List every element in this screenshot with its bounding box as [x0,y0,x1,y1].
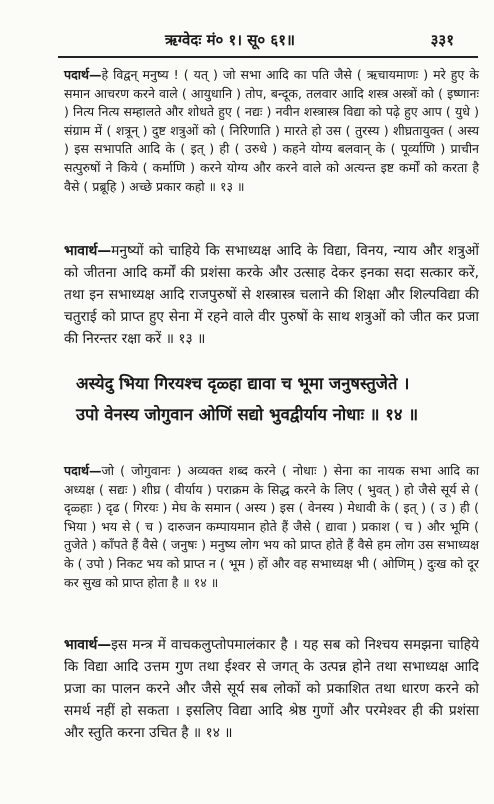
running-title: ऋग्वेदः मं० १। सू० ६१॥ [165,31,296,49]
paragraph-text: हे विद्वन् मनुष्य ! ( यत् ) जो सभा आदि का पति जैसे ( ऋचायमाणः ) मरे हुए के समान आचरण करने वाले ( आयुधानि ) तोप, बन्दूक, तलवार आदि शस्त्र अस्त्रों को ( इष्णानः ) नित्य नित्य सम्हालते और शोधते हुए ( नद्यः ) नवीन शस्त्रास्त्र विद्या को पढ़े हुए आप ( युधे ) संग्राम में ( शत्रून् ) दुष्ट शत्रुओं को ( निरिणाति ) मारते हो उस ( तुरस्य ) शीघ्रतायुक्त ( अस्य ) इस सभापति आदि के ( इत् ) ही ( उरुधे ) कहने योग्य बलवान् के ( पूर्व्याणि ) प्राचीन सत्पुरुषों ने किये ( कर्माणि ) करने योग्य और करने वाले को अत्यन्त इष्ट कर्मों को करता है वैसे ( प्रब्रूहि ) अच्छे प्रकार कहो ॥ १३ ॥ [64,67,479,194]
mantra-line-1: अस्येदु भिया गिरयश्च दृळ्हा द्यावा च भूमा जनुषस्तुजेते । [76,374,410,393]
paragraph-text: मनुष्यों को चाहिये कि सभाध्यक्ष आदि के विद्या, विनय, न्याय और शत्रुओं को जीतना आदि कर्मों की प्रशंसा करके और उत्साह देकर इनका सदा सत्कार करें, तथा इन सभाध्यक्ष आदि राजपुरुषों से शस्त्रास्त्र चलाने की शिक्षा और शिल्पविद्या की चतुराई को प्राप्त हुए सेना में रहने वाले वीर पुरुषों के साथ शत्रुओं को जीत कर प्रजा की निरन्तर रक्षा करें ॥ १३ ॥ [64,243,479,347]
paragraph-text: जो ( जोगुवानः ) अव्यक्त शब्द करने ( नोधाः ) सेना का नायक सभा आदि का अध्यक्ष ( सद्यः ) शीघ्र ( वीर्याय ) पराक्रम के सिद्ध करने के लिए ( भुवत् ) हो जैसे सूर्य से ( दृळ्हाः ) दृढ ( गिरयः ) मेघ के समान ( अस्य ) इस ( वेनस्य ) मेधावी के ( इत् ) ( उ ) ही ( भिया ) भय से ( च ) दारुजन कम्पायमान होते हैं जैसे ( द्यावा ) प्रकाश ( च ) और भूमि ( तुजेते ) काँपते हैं वैसे ( जनुषः ) मनुष्य लोग भय को प्राप्त होते हैं वैसे हम लोग उस सभाध्यक्ष के ( उपो ) निकट भय को प्राप्त न ( भूम ) हों और वह सभाध्यक्ष भी ( ओणिम् ) दुःख को दूर कर सुख को प्राप्त होता है ॥ १४ ॥ [64,463,479,590]
bhavartha-paragraph-14 [64,634,479,744]
mantra-verse [76,368,481,430]
paragraph-lead: पदार्थ— [64,67,102,82]
paragraph-lead: पदार्थ— [64,463,102,478]
paragraph-text: इस मन्त्र में वाचकलुप्तोपमालंकार है । यह सब को निश्चय समझना चाहिये कि विद्या आदि उत्तम गुण तथा ईश्वर से जगत् के उत्पन्न होने तथा सभाध्यक्ष आदि प्रजा का पालन करने और जैसे सूर्य सब लोकों को प्रकाशित तथा धारण करने को समर्थ नहीं हो सकता । इसलिए विद्या आदि श्रेष्ठ गुणों और परमेश्वर ही की प्रशंसा और स्तुति करना उचित है ॥ १४ ॥ [64,637,479,741]
paragraph-lead: भावार्थ— [64,637,112,653]
mantra-line-2: उपो वेनस्य जोगुवान ओणिं सद्यो भुवद्वीर्याय नोधाः ॥ १४ ॥ [76,405,419,424]
header-rule [58,56,478,58]
paragraph-lead: भावार्थ— [64,243,112,259]
page-number: ३३१ [430,31,454,49]
padartha-paragraph-13 [64,66,479,196]
page-header [0,30,494,52]
padartha-paragraph-14 [64,462,479,592]
bhavartha-paragraph-13 [64,240,479,350]
